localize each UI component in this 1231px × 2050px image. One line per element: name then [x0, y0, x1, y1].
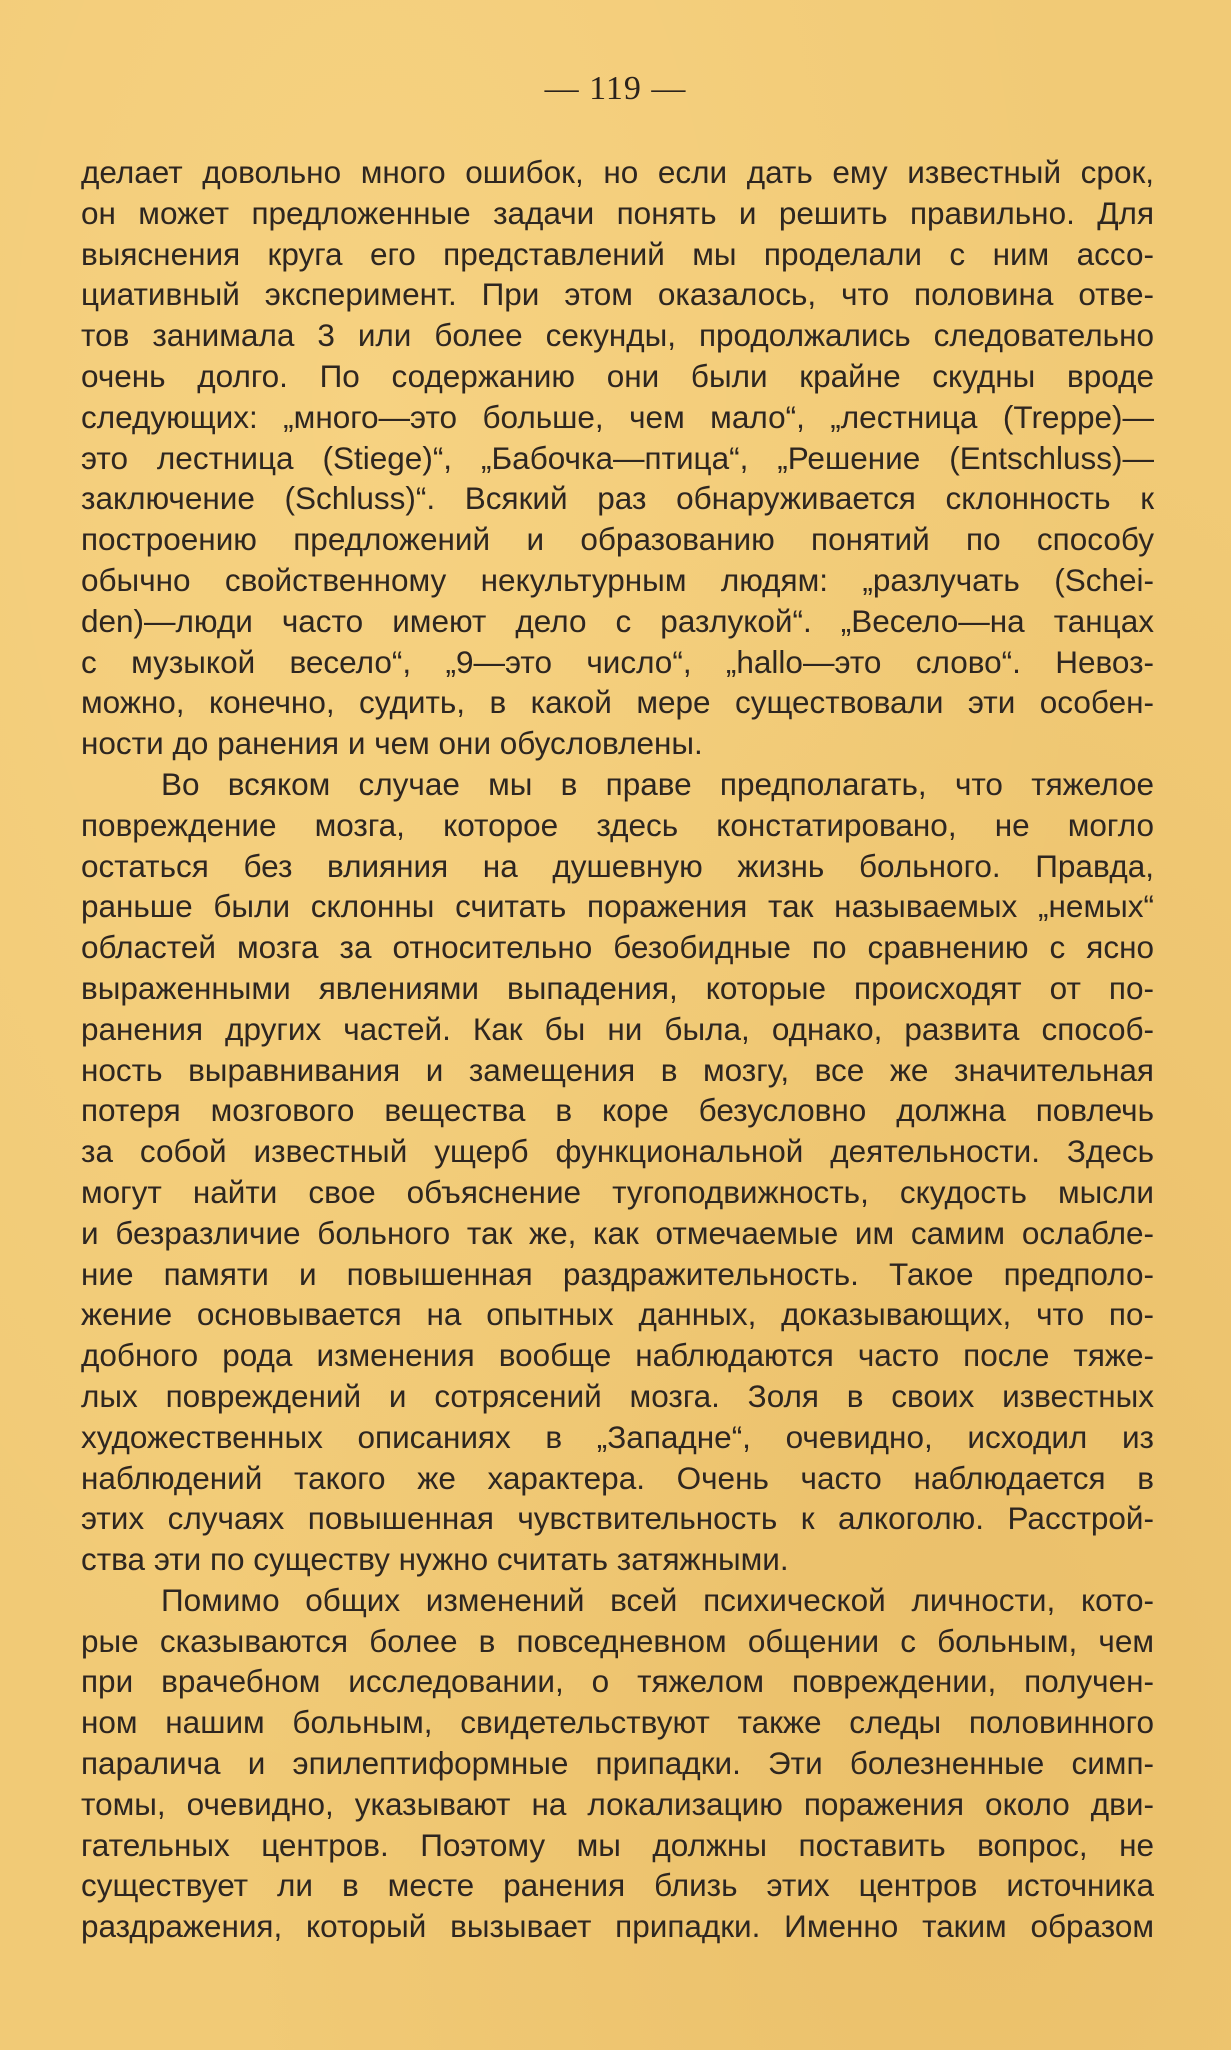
text-line: этих случаях повышенная чувствительность к алкоголю. Расстрой-: [81, 1500, 1154, 1537]
text-line: можно, конечно, судить, в какой мере существовали эти особен-: [81, 684, 1154, 721]
text-line: он может предложенные задачи понять и решить правильно. Для: [81, 194, 1154, 231]
text-line: циативный эксперимент. При этом оказалось, что половина отве-: [81, 276, 1154, 313]
text-line: раздражения, который вызывает припадки. Именно таким образом: [81, 1908, 1154, 1945]
text-line: рые сказываются более в повседневном общении с больным, чем: [81, 1622, 1154, 1659]
text-line: ние памяти и повышенная раздражительность. Такое предполо-: [81, 1255, 1154, 1292]
text-line: существует ли в месте ранения близь этих центров источника: [81, 1867, 1154, 1904]
text-line: тов занимала 3 или более секунды, продолжались следовательно: [81, 317, 1154, 354]
text-line: обычно свойственному некультурным людям: „разлучать (Schei-: [81, 561, 1154, 598]
text-line: ность выравнивания и замещения в мозгу, все же значительная: [81, 1051, 1154, 1088]
text-line: следующих: „много—это больше, чем мало“, „лестница (Treppe)—: [81, 398, 1154, 435]
text-line: это лестница (Stiege)“, „Бабочка—птица“, „Решение (Entschluss)—: [81, 439, 1154, 476]
text-line: ранения других частей. Как бы ни была, однако, развита способ-: [81, 1010, 1154, 1047]
page-body-text: [81, 152, 1154, 1947]
text-line: при врачебном исследовании, о тяжелом повреждении, получен-: [81, 1663, 1154, 1700]
text-line: лых повреждений и сотрясений мозга. Золя в своих известных: [81, 1377, 1154, 1414]
text-line: за собой известный ущерб функциональной деятельности. Здесь: [81, 1133, 1154, 1170]
text-line: заключение (Schluss)“. Всякий раз обнаруживается склонность к: [81, 480, 1154, 517]
text-line: жение основывается на опытных данных, доказывающих, что по-: [81, 1296, 1154, 1333]
text-line: делает довольно много ошибок, но если дать ему известный срок,: [81, 154, 1154, 190]
text-line: построению предложений и образованию понятий по способу: [81, 521, 1154, 558]
text-line: ном нашим больным, свидетельствуют также следы половинного: [81, 1704, 1154, 1741]
text-line: гательных центров. Поэтому мы должны поставить вопрос, не: [81, 1826, 1154, 1863]
page-number: — 119 —: [544, 70, 687, 107]
text-line: ства эти по существу нужно считать затяжными.: [81, 1541, 789, 1578]
text-line: den)—люди часто имеют дело с разлукой“. „Весело—на танцах: [81, 602, 1154, 639]
text-line: Во всяком случае мы в праве предполагать, что тяжелое: [161, 765, 1154, 802]
text-line: повреждение мозга, которое здесь констатировано, не могло: [81, 806, 1154, 843]
text-line: и безразличие больного так же, как отмечаемые им самим ослабле-: [81, 1214, 1154, 1251]
text-line: потеря мозгового вещества в коре безусловно должна повлечь: [81, 1092, 1154, 1129]
text-line: очень долго. По содержанию они были крайне скудны вроде: [81, 357, 1154, 394]
text-line: выраженными явлениями выпадения, которые происходят от по-: [81, 969, 1154, 1006]
text-line: паралича и эпилептиформные припадки. Эти болезненные симп-: [81, 1745, 1154, 1782]
text-line: могут найти свое объяснение тугоподвижность, скудость мысли: [81, 1173, 1154, 1210]
text-line: наблюдений такого же характера. Очень часто наблюдается в: [81, 1459, 1154, 1496]
text-line: ности до ранения и чем они обусловлены.: [81, 725, 703, 762]
text-line: раньше были склонны считать поражения так называемых „немых“: [81, 888, 1154, 925]
text-line: Помимо общих изменений всей психической личности, кото-: [161, 1581, 1154, 1618]
text-line: добного рода изменения вообще наблюдаются часто после тяже-: [81, 1337, 1154, 1374]
text-line: выяснения круга его представлений мы проделали с ним ассо-: [81, 235, 1154, 272]
text-line: с музыкой весело“, „9—это число“, „hallo—это слово“. Невоз-: [81, 643, 1154, 680]
text-line: томы, очевидно, указывают на локализацию поражения около дви-: [81, 1785, 1154, 1822]
text-line: остаться без влияния на душевную жизнь больного. Правда,: [81, 847, 1154, 884]
text-line: художественных описаниях в „Западне“, очевидно, исходил из: [81, 1418, 1154, 1455]
text-line: областей мозга за относительно безобидные по сравнению с ясно: [81, 929, 1154, 966]
